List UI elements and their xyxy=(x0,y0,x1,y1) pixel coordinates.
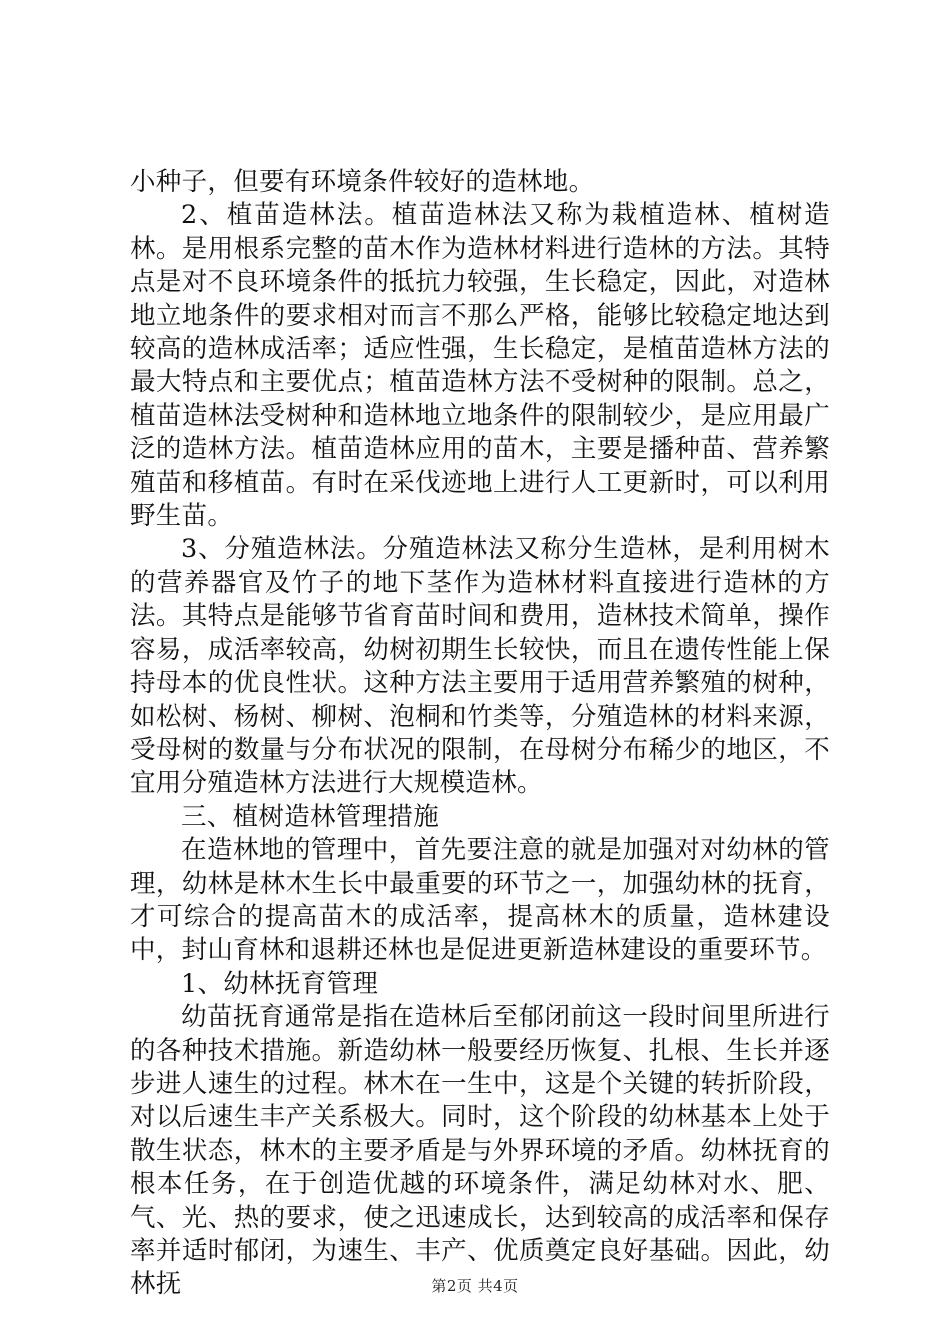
section-heading-management: 三、植树造林管理措施 xyxy=(181,801,440,832)
paragraph-planting-method: 2、植苗造林法。植苗造林法又称为栽植造林、植树造林。是用根系完整的苗木作为造林材料进行造林的方法。其特点是对不良环境条件的抵抗力较强，生长稳定，因此，对造林地立地条件的要求相对而言不那么严格，能够比较稳定地达到较高的造林成活率；适应性强，生长稳定，是植苗造林方法的最大特点和主要优点；植苗造林方法不受树种的限制。总之，植苗造林法受树种和造林地立地条件的限制较少，是应用最广泛的造林方法。植苗造林应用的苗木，主要是播种苗、营养繁殖苗和移植苗。有时在采伐迹地上进行人工更新时，可以利用野生苗。 xyxy=(130,200,830,532)
paragraph-young-forest-tending: 幼苗抚育通常是指在造林后至郁闭前这一段时间里所进行的各种技术措施。新造幼林一般要经历恢复、扎根、生长并逐步进人速生的过程。林木在一生中，这是个关键的转折阶段，对以后速生丰产关系极大。同时，这个阶段的幼林基本上处于散生状态，林木的主要矛盾是与外界环境的矛盾。幼林抚育的根本任务，在于创造优越的环境条件，满足幼林对水、肥、气、光、热的要求，使之迅速成长，达到较高的成活率和保存率并适时郁闭，为速生、丰产、优质奠定良好基础。因此，幼林抚 xyxy=(130,1002,830,1300)
paragraph-division-method: 3、分殖造林法。分殖造林法又称分生造林，是利用树木的营养器官及竹子的地下茎作为造林材料直接进行造林的方法。其特点是能够节省育苗时间和费用，造林技术简单，操作容易，成活率较高，幼树初期生长较快，而且在遗传性能上保持母本的优良性状。这种方法主要用于适用营养繁殖的树种，如松树、杨树、柳树、泡桐和竹类等，分殖造林的材料来源，受母树的数量与分布状况的限制，在母树分布稀少的地区，不宜用分殖造林方法进行大规模造林。 xyxy=(130,534,830,799)
document-body xyxy=(130,166,830,1302)
subheading-young-forest-tending: 1、幼林抚育管理 xyxy=(181,968,379,999)
paragraph-management-intro: 在造林地的管理中，首先要注意的就是加强对对幼林的管理，幼林是林木生长中最重要的环节之一，加强幼林的抚育，才可综合的提高苗木的成活率，提高林木的质量，造林建设中，封山育林和退耕还林也是促进更新造林建设的重要环节。 xyxy=(130,835,830,966)
paragraph-continuation: 小种子，但要有环境条件较好的造林地。 xyxy=(130,167,595,197)
page-number-footer: 第2页 共4页 xyxy=(431,1277,519,1295)
